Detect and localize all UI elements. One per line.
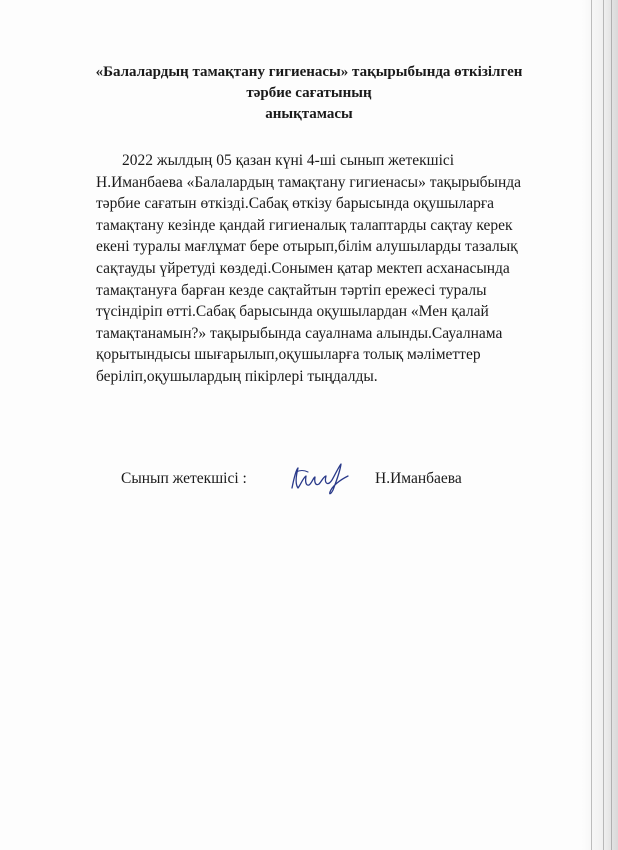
scan-edge-line — [591, 0, 592, 850]
body-line: түсіндіріп өтті.Сабақ барысында оқушылардан «Мен қалай — [96, 303, 489, 321]
scan-edge-line — [611, 0, 612, 850]
scan-edge-line — [603, 0, 604, 850]
body-line: беріліп,оқушылардың пікірлері тыңдалды. — [96, 367, 378, 385]
body-line: қорытындысы шығарылып,оқушыларға толық мәліметтер — [96, 346, 481, 364]
signature-label: Сынып жетекшісі : — [121, 470, 247, 487]
body-line: тәрбие сағатын өткізді.Сабақ өткізу барысында оқушыларға — [96, 195, 495, 213]
body-line: тамақтану кезінде қандай гигиеналық талаптарды сақтау керек — [96, 216, 513, 234]
title-line: «Балалардың тамақтану гигиенасы» тақырыбында өткізілген — [95, 64, 523, 80]
title-line: анықтамасы — [265, 106, 353, 122]
body-line: екені туралы мағлұмат бере отырып,білім алушыларды тазалық — [96, 238, 518, 256]
scan-edge-shadow — [582, 0, 618, 850]
body-line: сақтауды үйретуді көздеді.Сонымен қатар мектеп асханасында — [96, 259, 510, 277]
body-line: тамақтанамын?» тақырыбында сауалнама алынды.Сауалнама — [96, 324, 503, 342]
handwritten-signature — [286, 458, 352, 498]
body-line: 2022 жылдың 05 қазан күні 4-ші сынып жетекшісі — [122, 152, 455, 169]
document-title — [60, 62, 558, 125]
signature-name: Н.Иманбаева — [375, 470, 462, 487]
body-line: тамақтануға барған кезде сақтайтын тәртіп ережесі туралы — [96, 281, 487, 299]
body-line: Н.Иманбаева «Балалардың тамақтану гигиенасы» тақырыбында — [96, 173, 522, 191]
title-line: тәрбие сағатының — [246, 85, 372, 101]
document-body — [96, 150, 566, 388]
